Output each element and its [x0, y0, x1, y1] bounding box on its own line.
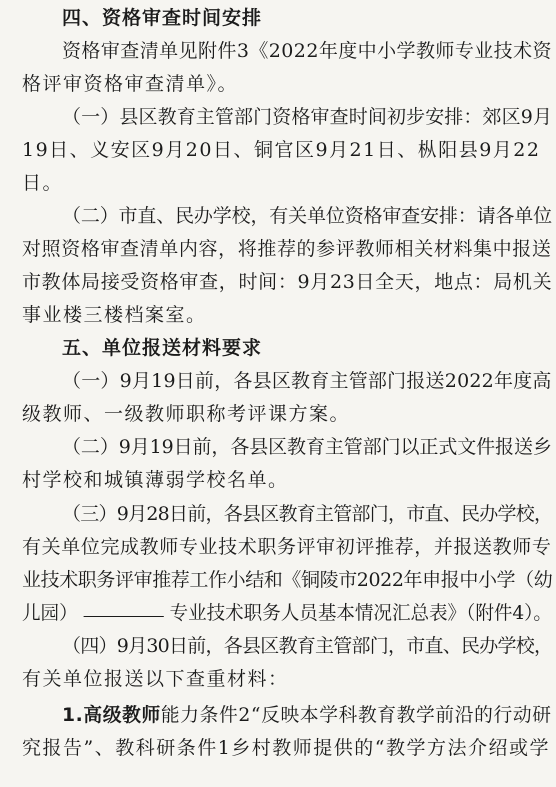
paragraph-text: 儿园）: [22, 602, 78, 624]
paragraph-line: （四）9月30日前，各县区教育主管部门，市直、民办学校，: [62, 635, 553, 657]
paragraph-line: 19日、义安区9月20日、铜官区9月21日、枞阳县9月22: [22, 139, 541, 161]
paragraph-line: （三）9月28日前，各县区教育主管部门，市直、民办学校，: [62, 503, 553, 525]
paragraph-line: 对照资格审查清单内容，将推荐的参评教师相关材料集中报送: [22, 238, 552, 260]
paragraph-line: （二）9月19日前，各县区教育主管部门以正式文件报送乡: [62, 436, 552, 458]
paragraph-line: 格评审资格审查清单》。: [22, 73, 239, 95]
section-5-heading: 五、单位报送材料要求: [62, 337, 263, 359]
paragraph-line: 究报告”、教科研条件1乡村教师提供的“教学方法介绍或学: [22, 737, 551, 759]
paragraph-line: 资格审查清单见附件3《2022年度中小学教师专业技术资: [62, 40, 552, 62]
paragraph-line: 级教师、一级教师职称考评课方案。: [22, 403, 351, 425]
paragraph-line: （二）市直、民办学校，有关单位资格审查安排：请各单位: [62, 205, 553, 227]
paragraph-line: （一）县区教育主管部门资格审查时间初步安排：郊区9月: [62, 106, 553, 128]
paragraph-line: 村学校和城镇薄弱学校名单。: [22, 469, 289, 491]
paragraph-line: 业技术职务评审推荐工作小结和《铜陵市2022年申报中小学（幼: [22, 569, 553, 591]
paragraph-line: 有关单位报送以下查重材料：: [22, 668, 289, 690]
paragraph-text: 专业技术职务人员基本情况汇总表》（附件4）。: [169, 602, 552, 624]
paragraph-line: [22, 601, 552, 625]
fill-in-blank: [83, 615, 163, 617]
paragraph-line: （一）9月19日前，各县区教育主管部门报送2022年度高: [62, 370, 552, 392]
paragraph-line: 事业楼三楼档案室。: [22, 304, 207, 326]
section-4-heading: 四、资格审查时间安排: [62, 7, 263, 29]
paragraph-line: 有关单位完成教师专业技术职务评审初评推荐，并报送教师专: [22, 536, 552, 558]
paragraph-text: 能力条件2“反映本学科教育教学前沿的行动研: [160, 704, 552, 726]
paragraph-line: 市教体局接受资格审查，时间：9月23日全天，地点：局机关: [22, 271, 553, 293]
paragraph-line: 日。: [22, 172, 64, 194]
numbered-item-label: 1.高级教师: [62, 704, 161, 726]
paragraph-line: [62, 703, 552, 727]
